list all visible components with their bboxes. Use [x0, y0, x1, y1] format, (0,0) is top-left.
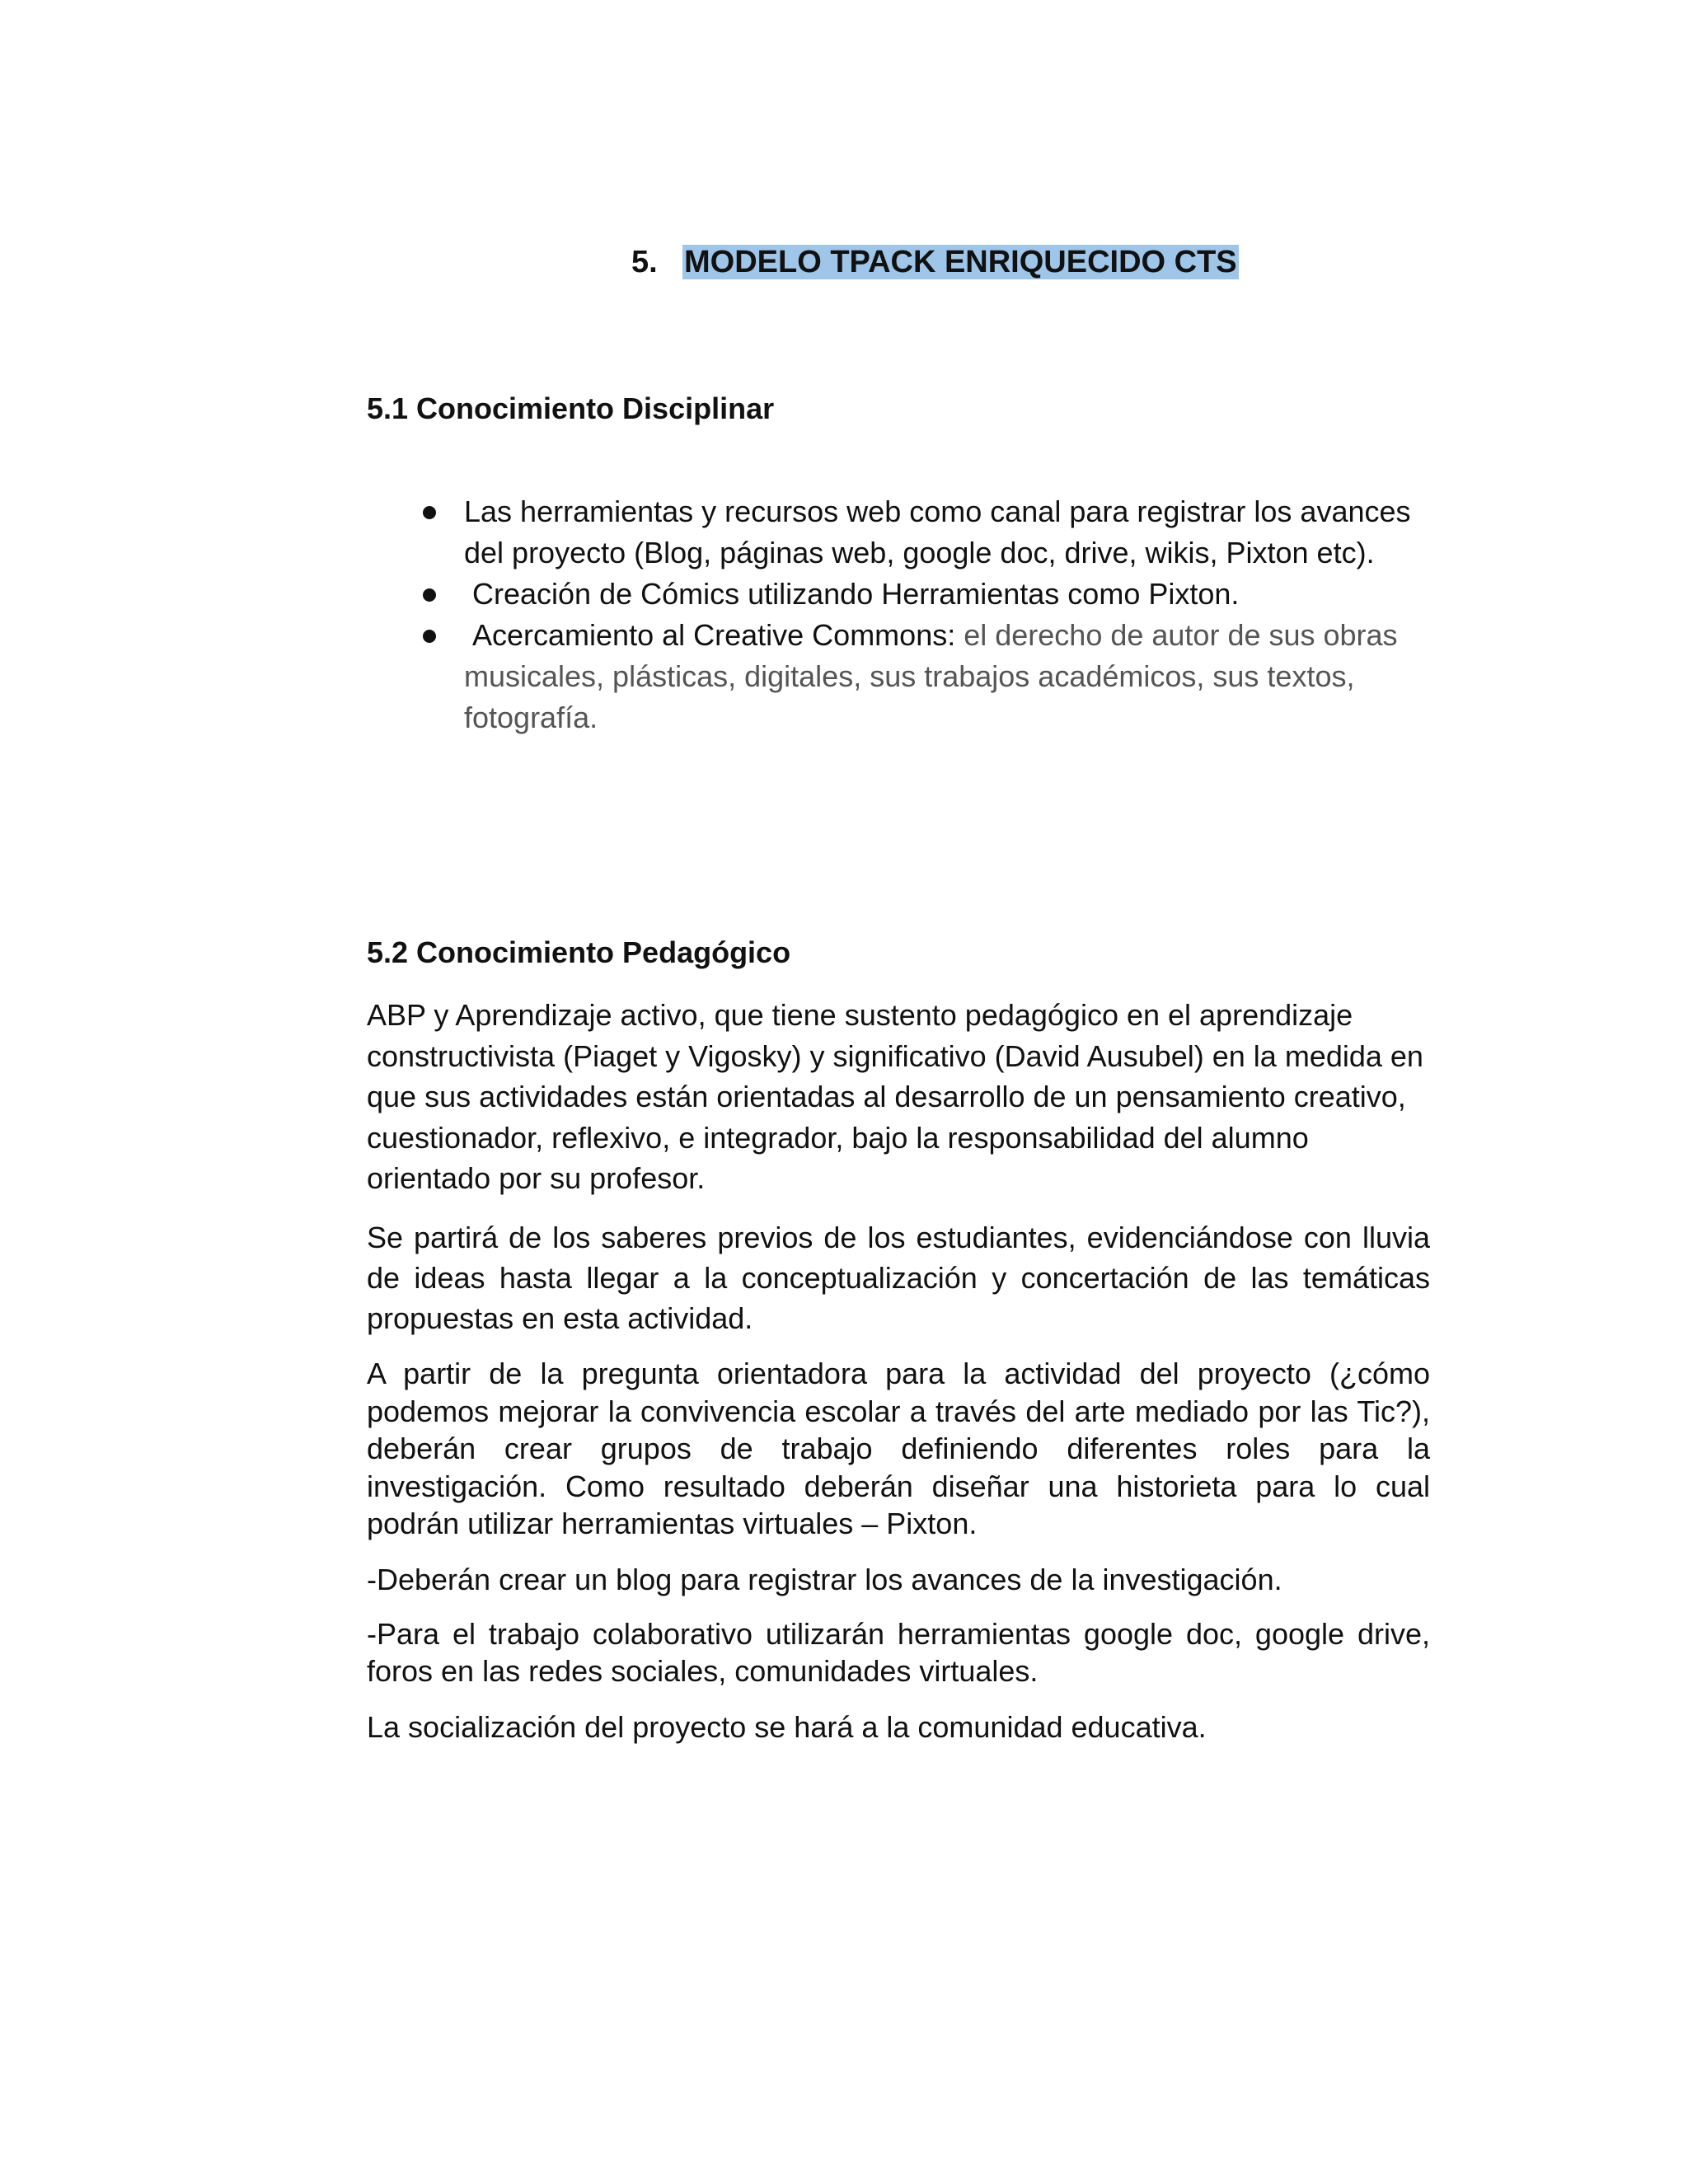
paragraph: ABP y Aprendizaje activo, que tiene sustento pedagógico en el aprendizaje constructivista (Piaget y Vigosky) y significativo (David Ausubel) en la medida en que sus actividades están orientadas al desarrollo de un pensamiento creativo, cuestionador, reflexivo, e integrador, bajo la responsabilidad del alumno orientado por su profesor. [367, 998, 1423, 1195]
section-title [631, 241, 1239, 284]
paragraph: Se partirá de los saberes previos de los estudiantes, evidenciándose con lluvia de ideas hasta llegar a la conceptualización y concertación de las temáticas propuestas en esta actividad. [367, 1221, 1430, 1335]
paragraph: La socialización del proyecto se hará a la comunidad educativa. [367, 1710, 1207, 1744]
bullet-dot-icon [423, 506, 436, 519]
section-title-text: MODELO TPACK ENRIQUECIDO CTS [684, 245, 1237, 279]
bullet-list [367, 491, 1438, 738]
section-title-number: 5. [631, 245, 658, 279]
bullet-text: Acercamiento al Creative Commons: [472, 618, 964, 652]
paragraph: -Deberán crear un blog para registrar los avances de la investigación. [367, 1563, 1282, 1596]
bullet-text-grey: el derecho de autor de sus obras musicales, plásticas, digitales, sus trabajos académicos, sus textos, fotografía. [464, 618, 1398, 734]
subsection-heading-pedagogico: 5.2 Conocimiento Pedagógico [367, 935, 791, 969]
subsection-heading-disciplinar: 5.1 Conocimiento Disciplinar [367, 391, 775, 425]
paragraph: -Para el trabajo colaborativo utilizarán herramientas google doc, google drive, foros en las redes sociales, comunidades virtuales. [367, 1617, 1430, 1688]
bullet-dot-icon [423, 630, 436, 643]
bullet-item [367, 491, 1438, 574]
bullet-text: Las herramientas y recursos web como canal para registrar los avances del proyecto (Blog, páginas web, google doc, drive, wikis, Pixton etc). [464, 494, 1411, 569]
bullet-item [367, 574, 1438, 615]
paragraph: A partir de la pregunta orientadora para la actividad del proyecto (¿cómo podemos mejorar la convivencia escolar a través del arte mediado por las Tic?), deberán crear grupos de trabajo definiendo diferentes roles para la investigación. Como resultado deberán diseñar una historieta para lo cual podrán utilizar herramientas virtuales – Pixton. [367, 1357, 1430, 1540]
bullet-item [367, 615, 1438, 738]
bullet-text: Creación de Cómics utilizando Herramientas como Pixton. [472, 577, 1240, 611]
bullet-dot-icon [423, 588, 436, 602]
